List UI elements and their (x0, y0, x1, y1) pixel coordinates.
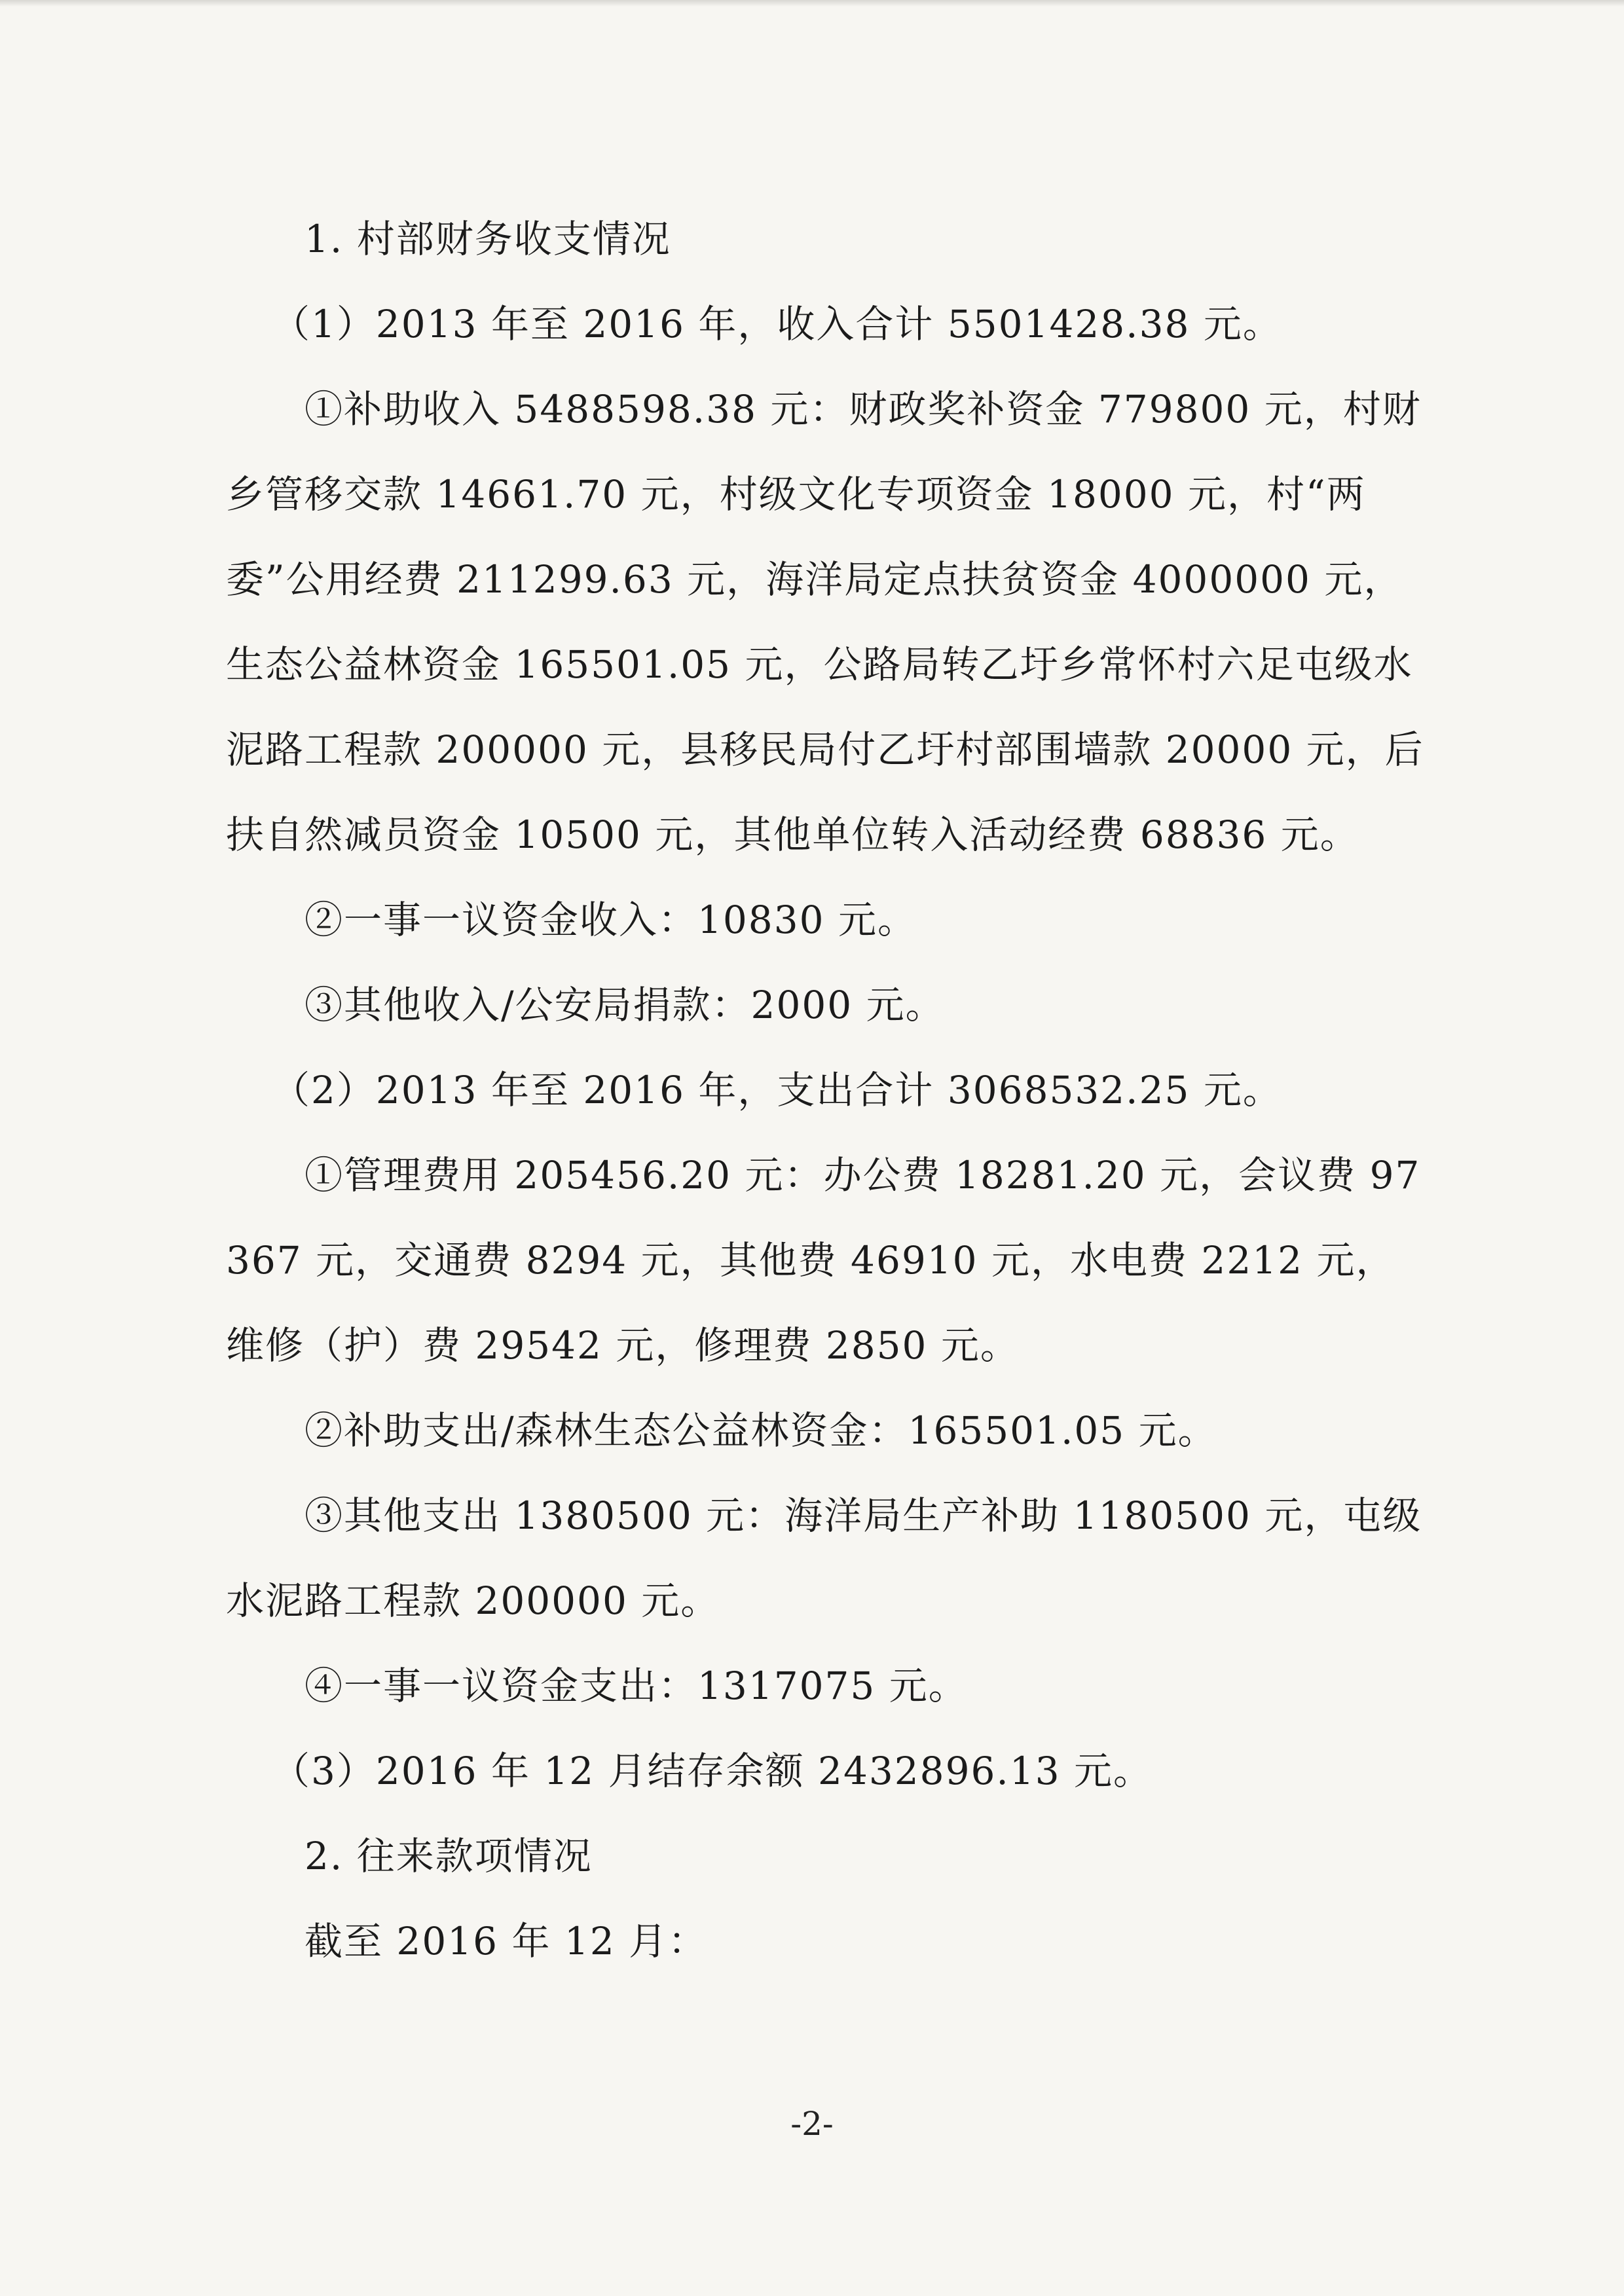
one-matter-expense: ④一事一议资金支出：1317075 元。 (304, 1664, 968, 1708)
expense-total: （2）2013 年至 2016 年，支出合计 3068532.25 元。 (272, 1068, 1282, 1112)
section-heading-accounts: 2. 往来款项情况 (304, 1834, 593, 1878)
accounts-intro: 截至 2016 年 12 月： (304, 1919, 708, 1963)
income-total: （1）2013 年至 2016 年，收入合计 5501428.38 元。 (272, 302, 1282, 346)
year-end-balance: （3）2016 年 12 月结存余额 2432896.13 元。 (272, 1749, 1153, 1793)
management-expense: ①管理费用 205456.20 元：办公费 18281.20 元，会议费 97367 元，交通费 8294 元，其他费 46910 元，水电费 2212 元，维修（护）费 29542 元，修理费 2850 元。 (226, 1153, 1421, 1368)
other-income: ③其他收入/公安局捐款：2000 元。 (304, 983, 945, 1027)
scan-edge (0, 0, 1624, 7)
subsidy-expense: ②补助支出/森林生态公益林资金：165501.05 元。 (304, 1408, 1217, 1453)
section-heading-finance: 1. 村部财务收支情况 (304, 217, 671, 261)
page-number: -2- (790, 2105, 834, 2143)
other-expense: ③其他支出 1380500 元：海洋局生产补助 1180500 元，屯级水泥路工程款 200000 元。 (226, 1493, 1422, 1623)
subsidy-income: ①补助收入 5488598.38 元：财政奖补资金 779800 元，村财乡管移交款 14661.70 元，村级文化专项资金 18000 元，村“两委”公用经费 211299.63 元，海洋局定点扶贫资金 4000000 元，生态公益林资金 165501.05 元，公路局转乙圩乡常怀村六足屯级水泥路工程款 200000 元，县移民局付乙圩村部围墙款 20000 元，后扶自然减员资金 10500 元，其他单位转入活动经费 68836 元。 (226, 387, 1424, 857)
one-matter-income: ②一事一议资金收入：10830 元。 (304, 898, 917, 942)
document-body (226, 196, 1424, 1984)
